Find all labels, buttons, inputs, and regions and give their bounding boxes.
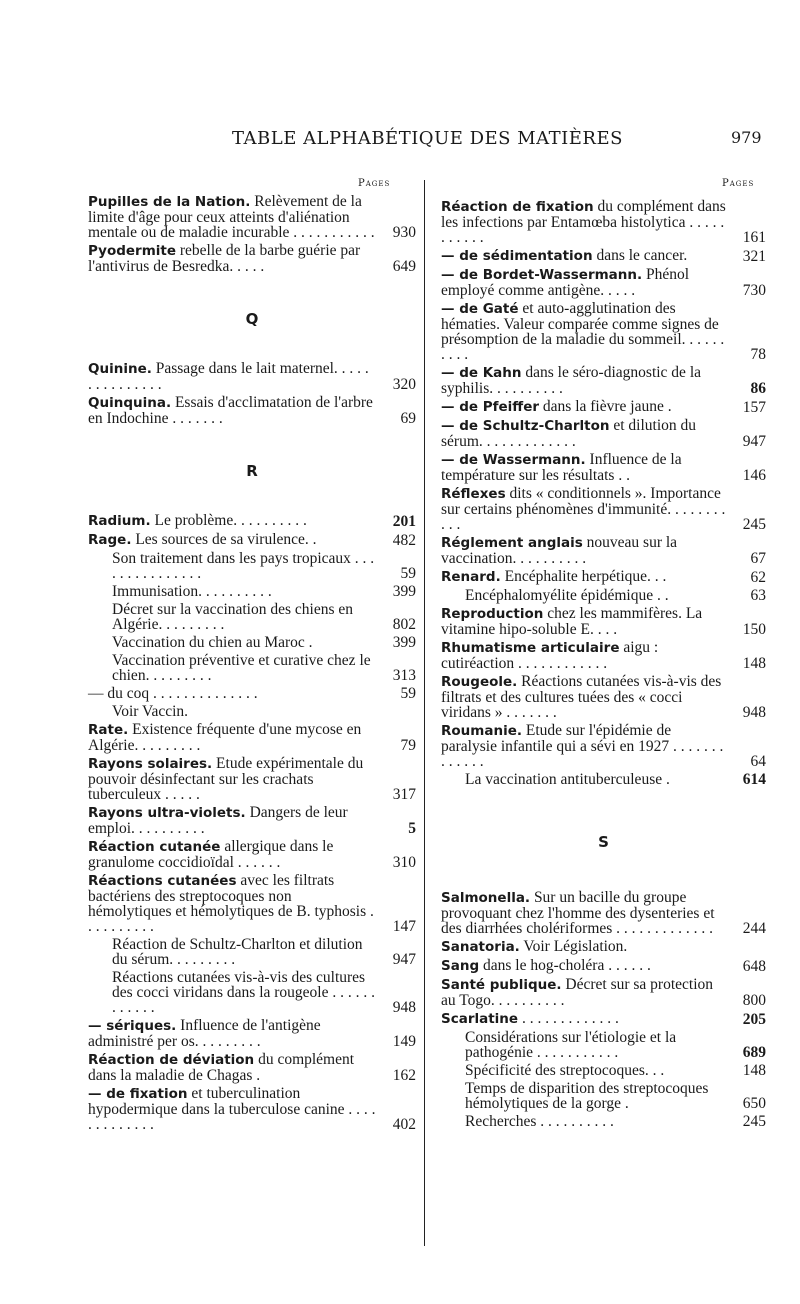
entry-page-number: 313 [392,667,416,684]
index-entry [441,1011,766,1027]
right-block-r [441,199,766,787]
entry-heading: Rayons solaires. [88,756,213,772]
entry-heading: Quinine. [88,361,152,377]
section-letter-q: Q [245,310,259,328]
entry-heading: Rougeole. [441,674,518,690]
entry-text: Influence de la température sur les résultats . . [441,451,682,484]
entry-text: Considérations sur l'étiologie et la pathogénie . . . . . . . . . . . [465,1029,677,1061]
index-entry [441,1114,766,1129]
entry-text: La vaccination antituberculeuse . [465,771,670,788]
entry-text: dans le hog-choléra . . . . . . [479,957,651,974]
entry-heading: — de fixation [88,1086,188,1102]
entry-page-number: 614 [742,771,766,788]
entry-text: Réactions cutanées vis-à-vis des filtrats et des cultures tuées des « cocci viridans » . . . . . . . [441,673,722,721]
entry-page-number: 67 [750,550,766,567]
entry-heading: Salmonella. [441,890,531,906]
entry-text: Réactions cutanées vis-à-vis des cultures des cocci viridans dans la rougeole . . . . . . . . . . . . [112,969,375,1016]
entry-page-number: 59 [400,565,416,582]
entry-page-number: 947 [392,951,416,968]
entry-page-number: 947 [742,433,766,450]
entry-heading: — de Kahn [441,365,522,381]
entry-page-number: 205 [742,1011,766,1028]
index-entry [88,532,416,548]
entry-page-number: 730 [742,282,766,299]
entry-text: Vaccination du chien au Maroc . [112,634,313,651]
index-entry [88,1018,416,1049]
entry-page-number: 648 [742,958,766,975]
entry-heading: — sériques. [88,1018,177,1034]
index-entry [88,839,416,870]
index-entry [88,1052,416,1083]
entry-text: dits « conditionnels ». Importance sur certains phénomènes d'immunité. . . . . . . . . . . [441,485,726,533]
entry-page-number: 399 [392,583,416,600]
entry-heading: Réaction de fixation [441,199,594,215]
index-entry [441,535,766,566]
index-entry [88,602,416,632]
entry-page-number: 402 [392,1116,416,1133]
entry-page-number: 78 [750,346,766,363]
entry-text: allergique dans le granulome coccidioïdal . . . . . . [88,838,334,871]
entry-page-number: 245 [742,516,766,533]
entry-heading: — de Bordet-Wassermann. [441,267,643,283]
index-entry [88,704,416,719]
entry-heading: Pyodermite [88,243,177,259]
entry-page-number: 149 [392,1033,416,1050]
pages-label-right: Pages [722,178,755,189]
entry-page-number: 948 [742,704,766,721]
entry-page-number: 148 [742,655,766,672]
entry-text: dans la fièvre jaune . [539,398,672,415]
entry-text: et auto-agglutination des hématies. Valeur comparée comme signes de présomption de la maladie du sommeil. . . . . . . . . . [441,300,725,363]
index-entry [88,653,416,683]
index-entry [441,939,766,955]
index-entry [88,513,416,529]
entry-heading: Reproduction [441,606,544,622]
entry-text: chez les mammifères. La vitamine hipo-soluble E. . . . [441,605,703,638]
entry-heading: Rage. [88,532,132,548]
entry-text: Dangers de leur emploi. . . . . . . . . . [88,804,348,837]
entry-text: Passage dans le lait maternel. . . . . . . . . . . . . . . [88,360,369,393]
index-entry [441,772,766,787]
index-entry [88,194,416,240]
index-entry [88,937,416,967]
entry-text: du complément dans les infections par Entamœba histolytica . . . . . . . . . . . [441,198,726,246]
entry-page-number: 62 [750,569,766,586]
right-block-s [441,890,766,1129]
index-entry [88,243,416,274]
entry-text: Encéphalite herpétique. . . [500,568,667,585]
entry-heading: Rate. [88,722,129,738]
entry-page-number: 63 [750,587,766,604]
index-entry [441,1030,766,1060]
entry-page-number: 5 [408,820,416,837]
index-entry [88,584,416,599]
entry-heading: Roumanie. [441,723,522,739]
entry-text: Voir Vaccin. [112,703,189,720]
entry-page-number: 689 [742,1044,766,1061]
entry-page-number: 146 [742,467,766,484]
entry-page-number: 310 [392,854,416,871]
entry-text: dans le séro-diagnostic de la syphilis. . . . . . . . . . [441,364,701,397]
entry-page-number: 201 [392,513,416,530]
entry-text: Son traitement dans les pays tropicaux . . . . . . . . . . . . . . . [112,550,375,582]
left-column [88,194,416,1135]
section-letter-r: R [246,462,258,480]
entry-heading: Sang [441,958,480,974]
entry-text: Vaccination préventive et curative chez le chien. . . . . . . . . [112,652,371,684]
entry-page-number: 161 [742,229,766,246]
index-entry [88,722,416,753]
entry-text: Décret sur sa protection au Togo. . . . . . . . . . [441,976,714,1009]
entry-heading: Rayons ultra-violets. [88,805,246,821]
entry-heading: — de Wassermann. [441,452,586,468]
pages-label-left: Pages [358,178,391,189]
entry-page-number: 317 [392,786,416,803]
index-entry [441,248,766,264]
column-divider [424,180,425,1246]
index-entry [88,551,416,581]
entry-text: Réaction de Schultz-Charlton et dilution du sérum. . . . . . . . . [112,936,363,968]
index-entry [441,1081,766,1111]
entry-text: Temps de disparition des streptocoques hémolytiques de la gorge . [465,1080,709,1112]
index-entry [441,588,766,603]
index-entry [441,301,766,362]
entry-text: . . . . . . . . . . . . . [518,1010,619,1027]
entry-page-number: 162 [392,1067,416,1084]
entry-page-number: 482 [392,532,416,549]
entry-text: et tuberculination hypodermique dans la tuberculose canine . . . . . . . . . . . . . [88,1085,376,1133]
entry-heading: Réaction cutanée [88,839,221,855]
index-entry [441,418,766,449]
entry-page-number: 800 [742,992,766,1009]
index-entry [88,1086,416,1132]
entry-heading: — de Pfeiffer [441,399,540,415]
entry-heading: Santé publique. [441,977,562,993]
entry-text: avec les filtrats bactériens des streptocoques non hémolytiques et hémolytiques de B. typhosis . . . . . . . . . . [88,872,374,935]
entry-text: Etude expérimentale du pouvoir désinfectant sur les crachats tuberculeux . . . . . [88,755,364,803]
entry-heading: Scarlatine [441,1011,519,1027]
index-entry [88,805,416,836]
right-column [441,199,766,1132]
entry-heading: Sanatoria. [441,939,520,955]
entry-text: Influence de l'antigène administré per os. . . . . . . . . [88,1017,321,1050]
index-entry [88,756,416,802]
entry-text: Phénol employé comme antigène. . . . . [441,266,690,299]
index-entry [441,890,766,936]
entry-page-number: 320 [392,376,416,393]
entry-heading: — de Gaté [441,301,519,317]
entry-heading: Renard. [441,569,501,585]
entry-text: Décret sur la vaccination des chiens en Algérie. . . . . . . . . [112,601,354,633]
entry-heading: — de sédimentation [441,248,593,264]
entry-page-number: 147 [392,918,416,935]
entry-text: Existence fréquente d'une mycose en Algérie. . . . . . . . . [88,721,362,754]
index-entry [441,199,766,245]
entry-text: du complément dans la maladie de Chagas . [88,1051,355,1084]
index-entry [441,365,766,396]
index-entry [88,970,416,1015]
entry-text: aigu : cutiréaction . . . . . . . . . . . . [441,639,659,672]
entry-text: Immunisation. . . . . . . . . . [112,583,272,600]
entry-page-number: 399 [392,634,416,651]
index-entry [88,395,416,426]
entry-text: Sur un bacille du groupe provoquant chez l'homme des dysenteries et des diarrhées cholériformes . . . . . . . . . . . . . [441,889,715,937]
index-entry [441,640,766,671]
entry-heading: Pupilles de la Nation. [88,194,251,210]
entry-page-number: 244 [742,920,766,937]
entry-page-number: 86 [750,380,766,397]
entry-page-number: 150 [742,621,766,638]
entry-heading: Réflexes [441,486,506,502]
entry-text: dans le cancer. [592,247,688,264]
entry-text: Encéphalomyélite épidémique . . [465,587,669,604]
entry-page-number: 157 [742,399,766,416]
index-entry [441,958,766,974]
entry-heading: Quinquina. [88,395,172,411]
index-entry [88,686,416,701]
index-entry [88,873,416,934]
entry-text: — du coq . . . . . . . . . . . . . . [88,685,258,702]
entry-page-number: 69 [400,410,416,427]
entry-page-number: 148 [742,1062,766,1079]
entry-text: Etude sur l'épidémie de paralysie infantile qui a sévi en 1927 . . . . . . . . . . . . . [441,722,724,770]
entry-page-number: 650 [742,1095,766,1112]
entry-text: rebelle de la barbe guérie par l'antivirus de Besredka. . . . . [88,242,361,275]
entry-text: Le problème. . . . . . . . . . [150,512,307,529]
entry-page-number: 649 [392,258,416,275]
section-letter-s: S [598,833,609,851]
page-number: 979 [731,128,762,147]
entry-text: Relèvement de la limite d'âge pour ceux atteints d'aliénation mentale ou de maladie incurable . . . . . . . . . . . [88,193,375,241]
entry-text: Voir Législation. [519,938,628,955]
entry-text: Recherches . . . . . . . . . . [465,1113,614,1130]
left-block-q [88,361,416,426]
index-entry [441,399,766,415]
entry-text: Les sources de sa virulence. . [131,531,317,548]
entry-page-number: 930 [392,224,416,241]
entry-page-number: 59 [400,685,416,702]
entry-page-number: 802 [392,616,416,633]
entry-heading: Radium. [88,513,151,529]
left-block-r [88,513,416,1132]
entry-heading: Réaction de déviation [88,1052,255,1068]
index-entry [441,723,766,769]
index-entry [88,635,416,650]
entry-page-number: 948 [392,999,416,1016]
index-entry [441,977,766,1008]
entry-text: nouveau sur la vaccination. . . . . . . . . . [441,534,678,567]
entry-heading: Réglement anglais [441,535,583,551]
entry-page-number: 79 [400,737,416,754]
entry-heading: — de Schultz-Charlton [441,418,610,434]
entry-page-number: 64 [750,753,766,770]
index-entry [441,452,766,483]
index-entry [441,569,766,585]
page-header [0,128,800,152]
entry-heading: Réactions cutanées [88,873,237,889]
entry-text: et dilution du sérum. . . . . . . . . . . . . [441,417,697,450]
entry-page-number: 245 [742,1113,766,1130]
index-entry [441,674,766,720]
index-entry [441,1063,766,1078]
left-block-p [88,194,416,274]
index-entry [441,606,766,637]
entry-heading: Rhumatisme articulaire [441,640,620,656]
index-entry [88,361,416,392]
entry-text: Spécificité des streptocoques. . . [465,1062,665,1079]
entry-text: Essais d'acclimatation de l'arbre en Indochine . . . . . . . [88,394,373,427]
running-title: TABLE ALPHABÉTIQUE DES MATIÈRES [232,128,623,149]
index-entry [441,486,766,532]
entry-page-number: 321 [742,248,766,265]
index-entry [441,267,766,298]
